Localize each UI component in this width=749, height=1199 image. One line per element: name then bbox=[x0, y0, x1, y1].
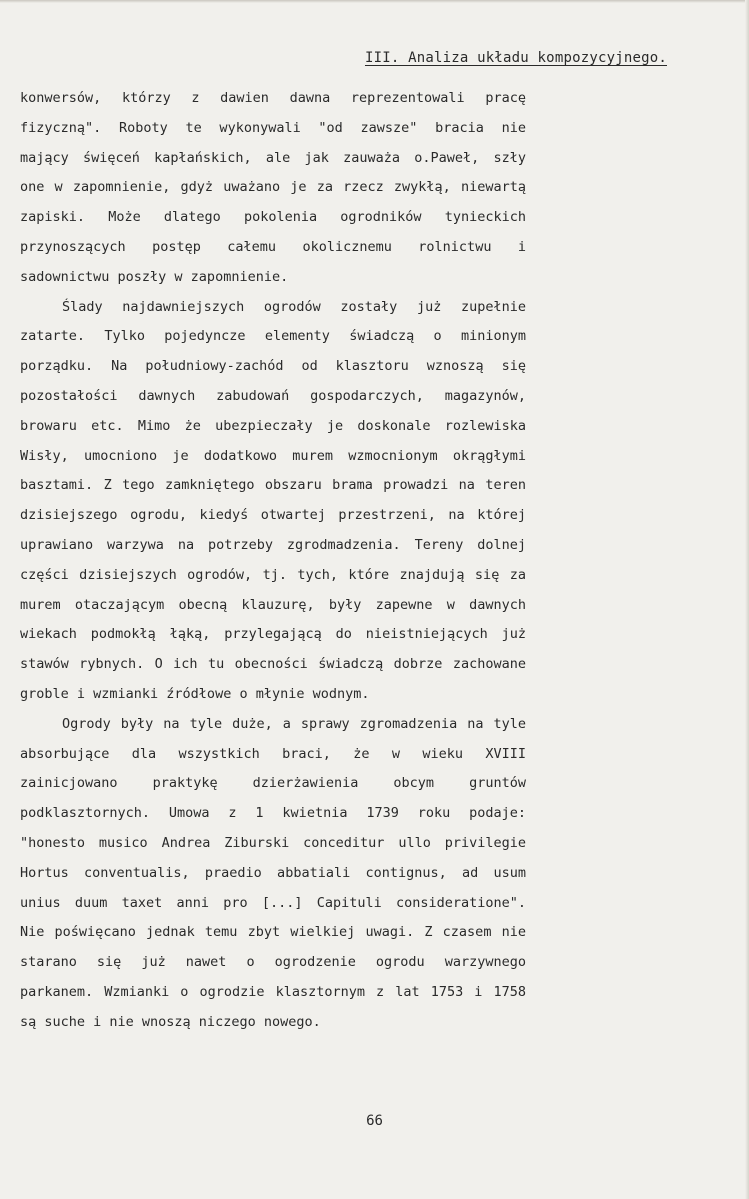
text-line: dzisiejszego ogrodu, kiedyś otwartej przestrzeni, na której bbox=[20, 507, 526, 524]
page-number: 66 bbox=[366, 1113, 383, 1129]
text-line: fizyczną". Roboty te wykonywali "od zawsze" bracia nie bbox=[20, 119, 526, 136]
text-line: one w zapomnienie, gdyż uważano je za rzecz zwykłą, niewartą bbox=[20, 179, 526, 196]
text-line: stawów rybnych. O ich tu obecności świadczą dobrze zachowane bbox=[20, 656, 526, 673]
running-header: III. Analiza układu kompozycyjnego. bbox=[364, 50, 667, 66]
text-line: unius duum taxet anni pro [...] Capituli consideratione". bbox=[20, 894, 526, 911]
text-line: Ogrody były na tyle duże, a sprawy zgromadzenia na tyle bbox=[62, 715, 526, 732]
text-line: zatarte. Tylko pojedyncze elementy świadczą o minionym bbox=[20, 328, 526, 345]
text-line: sadownictwu poszły w zapomnienie. bbox=[20, 268, 289, 285]
text-line: są suche i nie wnoszą niczego nowego. bbox=[20, 1013, 321, 1030]
text-line: "honesto musico Andrea Ziburski conceditur ullo privilegie bbox=[20, 834, 526, 851]
text-line: zainicjowano praktykę dzierżawienia obcym gruntów bbox=[20, 775, 526, 792]
text-line: przynoszących postęp całemu okolicznemu rolnictwu i bbox=[20, 238, 526, 255]
text-line: Ślady najdawniejszych ogrodów zostały już zupełnie bbox=[62, 298, 526, 315]
text-line: starano się już nawet o ogrodzenie ogrodu warzywnego bbox=[20, 954, 526, 971]
text-line: części dzisiejszych ogrodów, tj. tych, które znajdują się za bbox=[20, 566, 526, 583]
body-text bbox=[20, 84, 526, 1038]
paragraph bbox=[20, 84, 526, 293]
text-line: murem otaczającym obecną klauzurę, były zapewne w dawnych bbox=[20, 596, 526, 613]
text-line: groble i wzmianki źródłowe o młynie wodnym. bbox=[20, 685, 370, 702]
text-line: pozostałości dawnych zabudowań gospodarczych, magazynów, bbox=[20, 387, 526, 404]
text-line: parkanem. Wzmianki o ogrodzie klasztornym z lat 1753 i 1758 bbox=[20, 983, 526, 1000]
text-line: browaru etc. Mimo że ubezpieczały je doskonale rozlewiska bbox=[20, 417, 526, 434]
text-line: absorbujące dla wszystkich braci, że w wieku XVIII bbox=[20, 745, 526, 762]
page-edge-top bbox=[0, 0, 749, 3]
text-line: wiekach podmokłą łąką, przylegającą do nieistniejących już bbox=[20, 626, 526, 643]
paragraph bbox=[20, 293, 526, 710]
paragraph bbox=[20, 710, 526, 1038]
text-line: uprawiano warzywa na potrzeby zgrodmadzenia. Tereny dolnej bbox=[20, 536, 526, 553]
text-line: basztami. Z tego zamkniętego obszaru brama prowadzi na teren bbox=[20, 477, 526, 494]
text-line: zapiski. Może dlatego pokolenia ogrodników tynieckich bbox=[20, 209, 526, 226]
text-line: konwersów, którzy z dawien dawna reprezentowali pracę bbox=[20, 90, 526, 106]
text-line: porządku. Na południowy-zachód od klasztoru wznoszą się bbox=[20, 358, 526, 375]
text-line: mający święceń kapłańskich, ale jak zauważa o.Paweł, szły bbox=[20, 149, 526, 166]
page-edge-right bbox=[745, 0, 749, 1199]
text-line: Nie poświęcano jednak temu zbyt wielkiej uwagi. Z czasem nie bbox=[20, 924, 526, 941]
text-line: Hortus conventualis, praedio abbatiali contignus, ad usum bbox=[20, 864, 526, 881]
text-line: podklasztornych. Umowa z 1 kwietnia 1739 roku podaje: bbox=[20, 805, 526, 822]
text-line: Wisły, umocniono je dodatkowo murem wzmocnionym okrągłymi bbox=[20, 447, 526, 464]
